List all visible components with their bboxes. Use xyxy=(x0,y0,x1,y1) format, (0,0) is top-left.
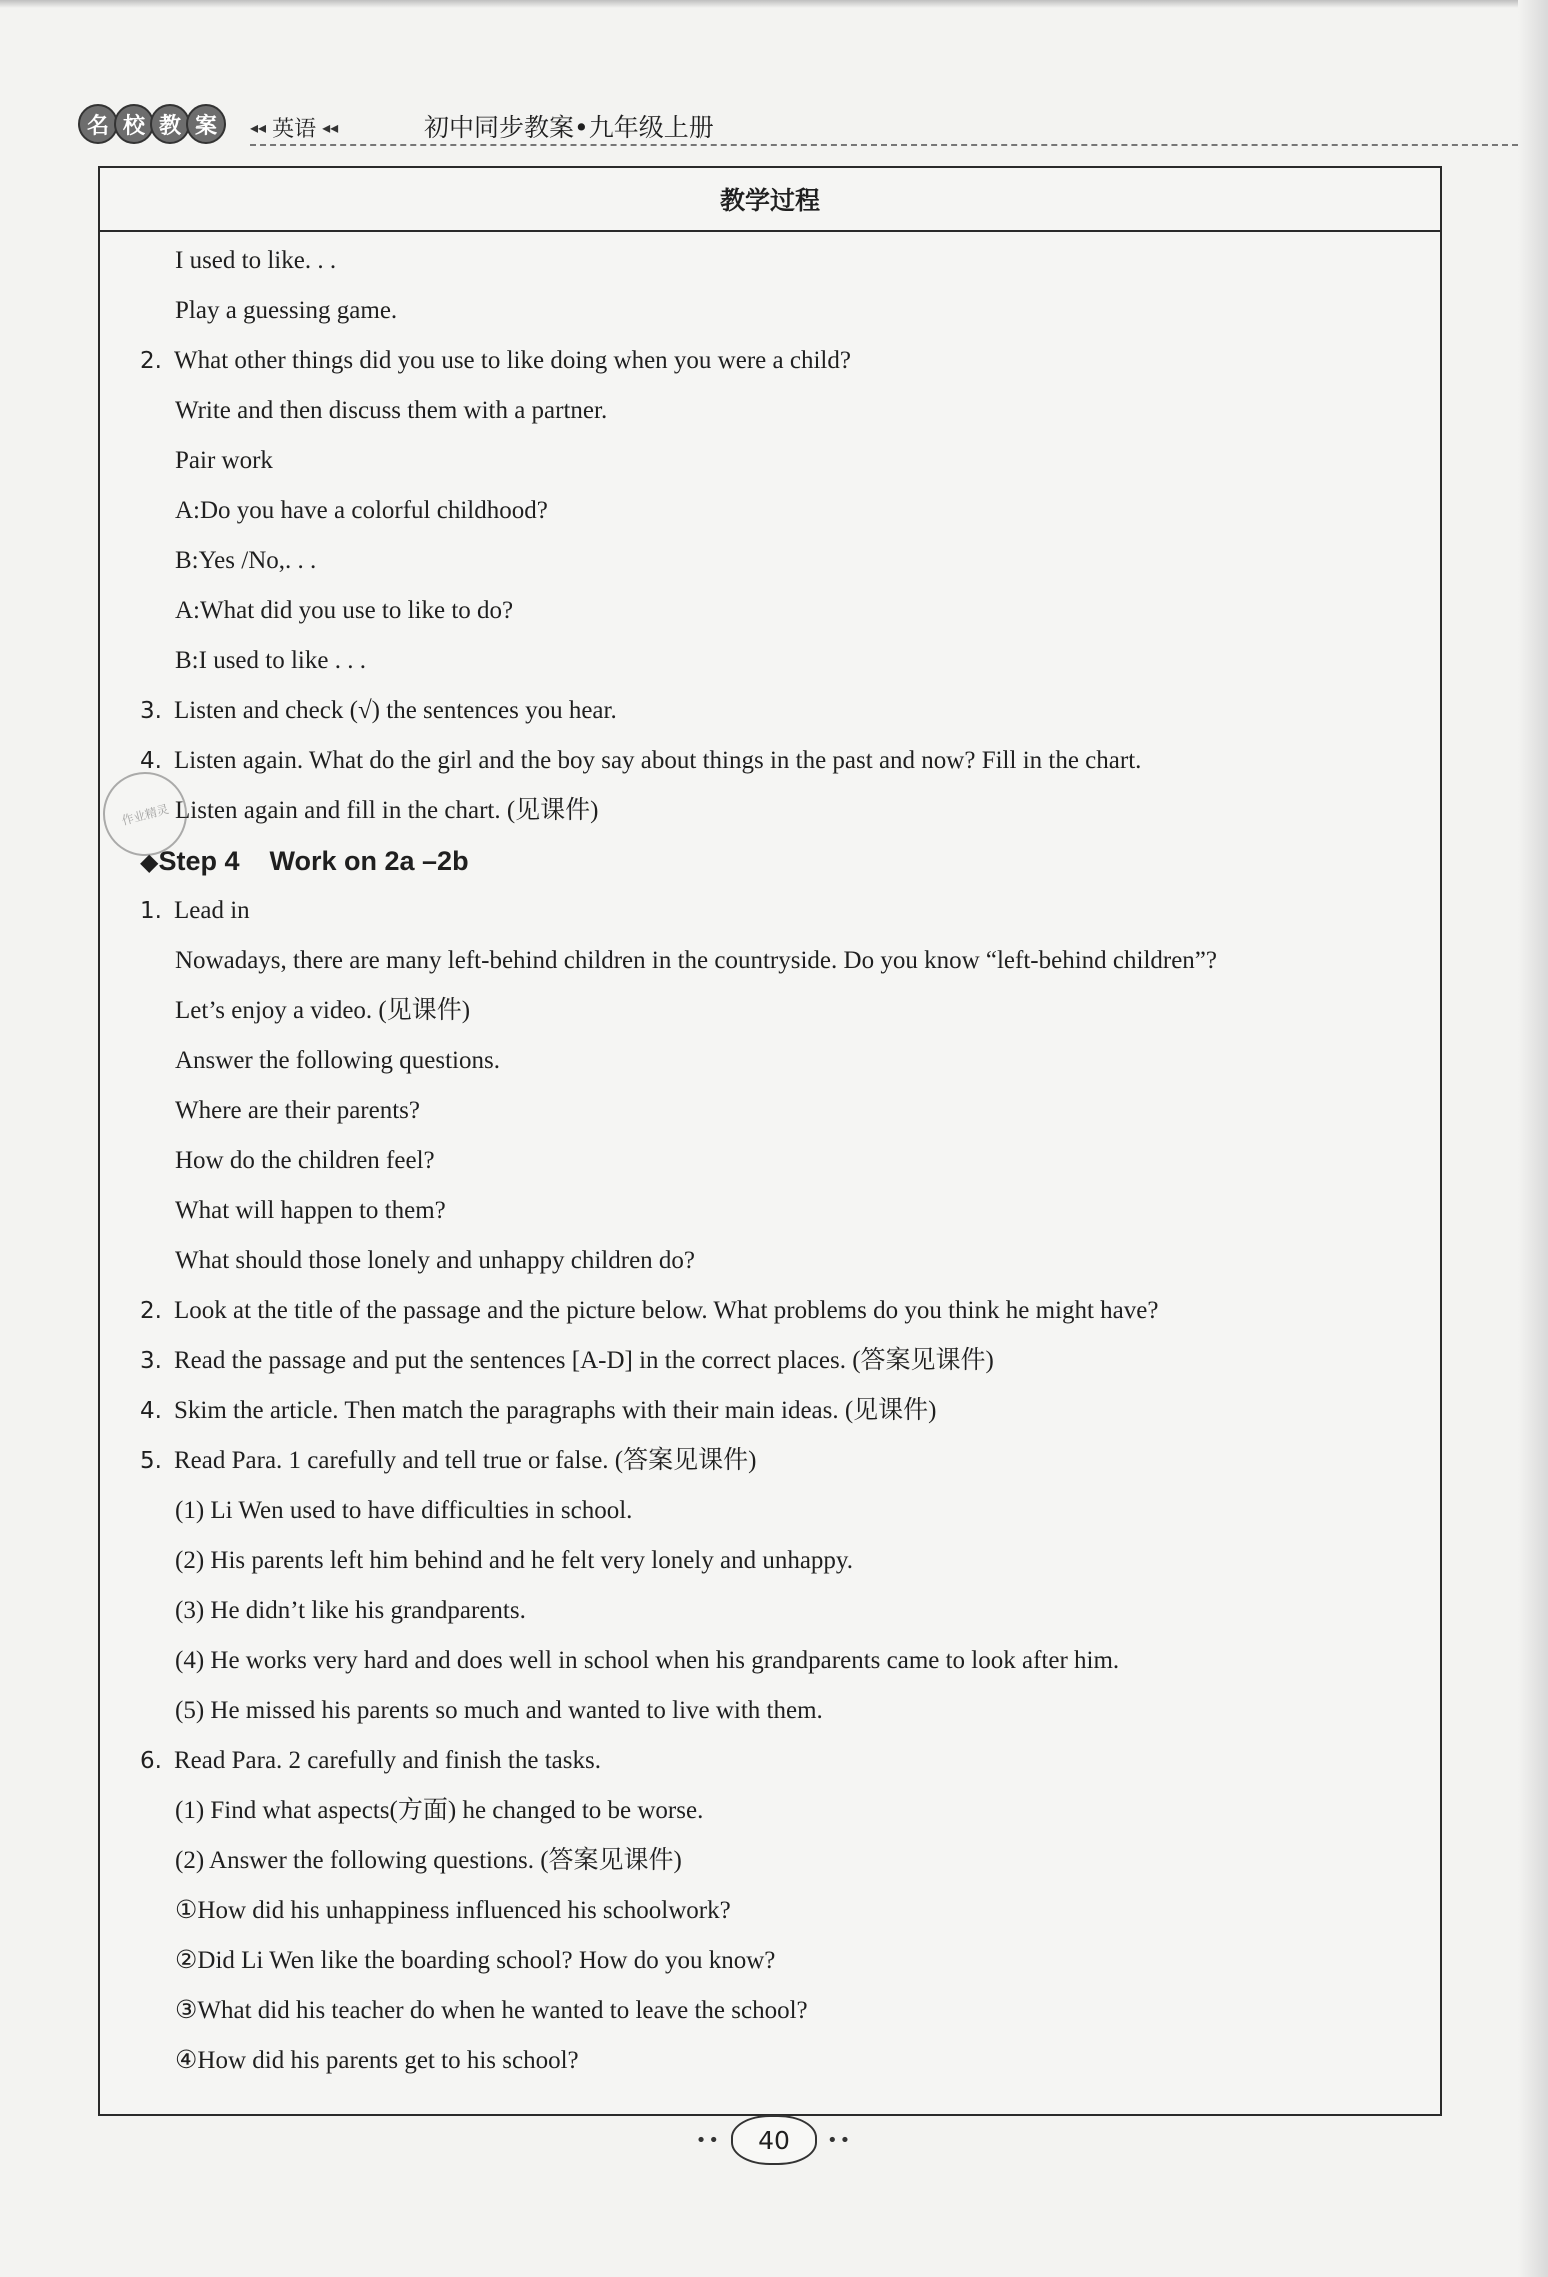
line-text: ②Did Li Wen like the boarding school? How do you know? xyxy=(175,1947,776,1974)
content-line xyxy=(140,1436,1430,1486)
header-divider xyxy=(250,144,1518,146)
line-text: A:Do you have a colorful childhood? xyxy=(175,497,548,524)
arrow-left-icon: ◂◂ xyxy=(250,118,267,137)
page-number: 40 xyxy=(731,2115,817,2165)
content-line xyxy=(140,2036,1430,2086)
brand-logo xyxy=(78,104,222,144)
line-text: Answer the following questions. xyxy=(175,1047,500,1074)
line-text: Read the passage and put the sentences [A-D] in the correct places. (答案见课件) xyxy=(174,1347,994,1374)
content-line xyxy=(140,886,1430,936)
content-line xyxy=(140,636,1430,686)
line-text: (1) Find what aspects(方面) he changed to be worse. xyxy=(175,1797,704,1824)
item-number: 1. xyxy=(140,898,162,924)
line-text: Look at the title of the passage and the picture below. What problems do you think he might have? xyxy=(174,1297,1159,1324)
content-line xyxy=(140,536,1430,586)
diamond-bullet-icon: ◆ xyxy=(140,850,159,876)
line-text: Listen again. What do the girl and the boy say about things in the past and now? Fill in the chart. xyxy=(174,747,1142,774)
stamp-text: 作业精灵 xyxy=(120,801,171,828)
subject-label xyxy=(250,112,338,143)
arrow-left-icon: ◂◂ xyxy=(322,118,339,137)
content-line xyxy=(140,1936,1430,1986)
content-line xyxy=(140,986,1430,1036)
line-text: How do the children feel? xyxy=(175,1147,435,1174)
content-line xyxy=(140,1536,1430,1586)
line-text: (1) Li Wen used to have difficulties in school. xyxy=(175,1497,633,1524)
brand-char: 教 xyxy=(150,104,190,144)
content-line xyxy=(140,1636,1430,1686)
item-number: 4. xyxy=(140,1398,162,1424)
content-line xyxy=(140,686,1430,736)
line-text: (3) He didn’t like his grandparents. xyxy=(175,1597,526,1624)
line-text: Where are their parents? xyxy=(175,1097,420,1124)
content-line xyxy=(140,936,1430,986)
content-line xyxy=(140,336,1430,386)
content-line xyxy=(140,1136,1430,1186)
box-title: 教学过程 xyxy=(100,168,1440,232)
line-text: I used to like. . . xyxy=(175,247,337,274)
line-text: Write and then discuss them with a partner. xyxy=(175,397,608,424)
content-line xyxy=(140,236,1430,286)
content-line xyxy=(140,786,1430,836)
content-line xyxy=(140,1986,1430,2036)
brand-char: 案 xyxy=(186,104,226,144)
teaching-process-box xyxy=(98,166,1442,2116)
line-text: Play a guessing game. xyxy=(175,297,398,324)
item-number: 4. xyxy=(140,748,162,774)
line-text: Read Para. 1 carefully and tell true or false. (答案见课件) xyxy=(174,1447,757,1474)
content-line xyxy=(140,1186,1430,1236)
line-text: What other things did you use to like doing when you were a child? xyxy=(174,347,851,374)
line-text: (2) His parents left him behind and he felt very lonely and unhappy. xyxy=(175,1547,854,1574)
dots-decoration: •• xyxy=(827,2129,853,2151)
series-title: 初中同步教案•九年级上册 xyxy=(424,113,714,142)
line-text: (4) He works very hard and does well in school when his grandparents came to look after him. xyxy=(175,1647,1120,1674)
line-text: Lead in xyxy=(174,897,250,924)
content-line xyxy=(140,836,1430,886)
line-text: ④How did his parents get to his school? xyxy=(175,2047,579,2074)
content-line xyxy=(140,1036,1430,1086)
content-line xyxy=(140,286,1430,336)
content-line xyxy=(140,586,1430,636)
content-line xyxy=(140,1336,1430,1386)
content-line xyxy=(140,736,1430,786)
line-text: Pair work xyxy=(175,447,273,474)
line-text: Read Para. 2 carefully and finish the tasks. xyxy=(174,1747,601,1774)
content-line xyxy=(140,1586,1430,1636)
line-text: Let’s enjoy a video. (见课件) xyxy=(175,997,471,1024)
line-text: Listen again and fill in the chart. (见课件) xyxy=(175,797,599,824)
item-number: 3. xyxy=(140,1348,162,1374)
content-line xyxy=(140,1786,1430,1836)
line-text: Skim the article. Then match the paragraphs with their main ideas. (见课件) xyxy=(174,1397,937,1424)
content-line xyxy=(140,1686,1430,1736)
content-line xyxy=(140,1286,1430,1336)
brand-char: 名 xyxy=(78,104,118,144)
scan-right-edge xyxy=(1518,0,1548,2277)
content-line xyxy=(140,1486,1430,1536)
content-line xyxy=(140,1386,1430,1436)
content-line xyxy=(140,386,1430,436)
line-text: Listen and check (√) the sentences you hear. xyxy=(174,697,617,724)
content-line xyxy=(140,1886,1430,1936)
content-line xyxy=(140,486,1430,536)
content-line xyxy=(140,436,1430,486)
content-line xyxy=(140,1086,1430,1136)
scan-top-edge xyxy=(0,0,1548,8)
line-text: ③What did his teacher do when he wanted to leave the school? xyxy=(175,1997,808,2024)
line-text: (5) He missed his parents so much and wanted to live with them. xyxy=(175,1697,823,1724)
brand-char: 校 xyxy=(114,104,154,144)
page-footer xyxy=(0,2110,1548,2170)
line-text: (2) Answer the following questions. (答案见课件) xyxy=(175,1847,682,1874)
item-number: 2. xyxy=(140,1298,162,1324)
lesson-content xyxy=(140,236,1430,2086)
line-text: B:Yes /No,. . . xyxy=(175,547,317,574)
page-header xyxy=(78,100,1518,150)
line-text: ①How did his unhappiness influenced his schoolwork? xyxy=(175,1897,731,1924)
line-text: B:I used to like . . . xyxy=(175,647,366,674)
dots-decoration: •• xyxy=(695,2129,721,2151)
step-heading: Step 4 Work on 2a –2b xyxy=(158,846,469,876)
item-number: 2. xyxy=(140,348,162,374)
item-number: 6. xyxy=(140,1748,162,1774)
item-number: 5. xyxy=(140,1448,162,1474)
content-line xyxy=(140,1736,1430,1786)
subject-text: 英语 xyxy=(272,117,317,142)
content-line xyxy=(140,1836,1430,1886)
content-line xyxy=(140,1236,1430,1286)
line-text: A:What did you use to like to do? xyxy=(175,597,514,624)
line-text: Nowadays, there are many left-behind children in the countryside. Do you know “left-behind children”? xyxy=(175,947,1218,974)
line-text: What should those lonely and unhappy children do? xyxy=(175,1247,696,1274)
line-text: What will happen to them? xyxy=(175,1197,446,1224)
item-number: 3. xyxy=(140,698,162,724)
